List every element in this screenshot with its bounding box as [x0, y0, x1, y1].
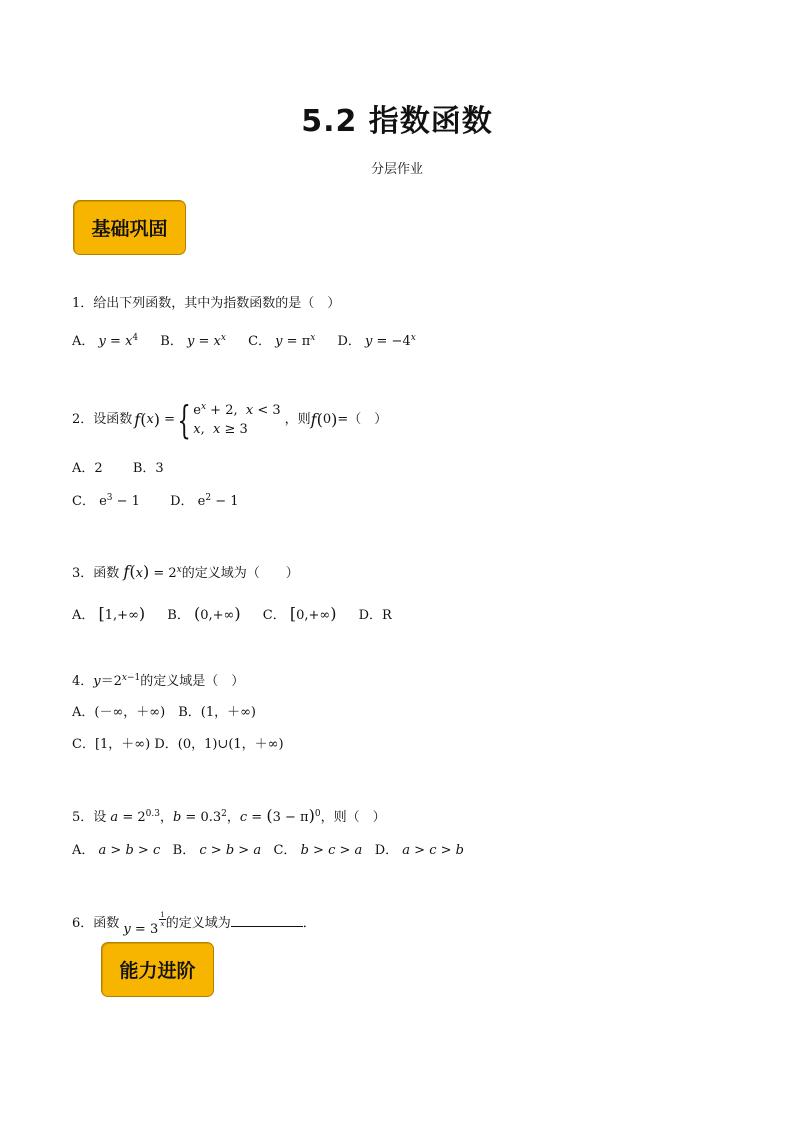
- q2-option-b: B．3: [132, 461, 164, 476]
- question-1-options: [72, 334, 416, 350]
- question-3-stem: 3．函数 $f(x) = 2^x$的定义域为（ ）: [72, 562, 299, 581]
- section-badge-basic: [73, 200, 186, 255]
- section-badge-advanced-label: 能力进阶: [119, 960, 196, 982]
- question-1-stem: 1．给出下列函数，其中为指数函数的是（ ）: [72, 296, 341, 311]
- question-4-options-row1: A．(－∞，＋∞) B．(1，＋∞): [72, 705, 256, 720]
- section-badge-advanced: [101, 942, 214, 997]
- page-title: 5.2 指数函数: [301, 104, 493, 139]
- question-6-stem: 6．函数 y = 3 $\frac{1}{x}$ 的定义域为 ．: [72, 911, 316, 937]
- section-badge-basic-label: 基础巩固: [91, 218, 168, 240]
- q1-option-c: C． $y = \pi^x$: [248, 333, 316, 349]
- q3-option-a: A． [1,+∞): [72, 604, 146, 623]
- q2-option-c: C． $e^3 - 1$: [72, 493, 140, 509]
- question-4-options-row2: C．[1，＋∞) D．(0，1)∪(1，＋∞): [72, 737, 284, 752]
- q5-option-d: D． a > c > b: [374, 843, 464, 858]
- question-3-options: [72, 604, 392, 624]
- q3-option-d: D．R: [358, 608, 392, 623]
- q2-option-a: A．2: [72, 461, 103, 476]
- q1-option-a: A． $y = x^4$: [72, 333, 139, 349]
- q5-option-c: C． b > c > a: [273, 843, 363, 858]
- question-4-stem: 4．$y=2^{x-1}$的定义域是（ ）: [72, 673, 245, 689]
- q5-option-a: A． a > b > c: [72, 843, 161, 858]
- page-subtitle: 分层作业: [370, 162, 423, 177]
- q3-option-c: C． [0,+∞): [262, 604, 337, 623]
- q2-option-d: D． $e^2 - 1$: [170, 493, 239, 509]
- q1-option-d: D． $y = -4^x$: [337, 333, 416, 349]
- q1-option-b: B． $y = x^x$: [160, 333, 226, 349]
- question-5-stem: 5．设 $a = 2^{0.3}$，$b = 0.3^2$，$c = (3 - \pi)^0$，则（ ）: [72, 806, 386, 825]
- question-2-options-row1: [72, 461, 164, 477]
- answer-blank[interactable]: [231, 914, 303, 927]
- question-5-options: [72, 843, 464, 859]
- question-2-stem: 2．设函数 f ( x ) = { $e^x + 2$, x < 3 x, x ≥ 3 ，则 f ( 0 ) =（ ）: [72, 398, 388, 442]
- question-2-options-row2: [72, 494, 239, 510]
- q3-option-b: B． (0,+∞): [167, 604, 241, 623]
- piecewise-function: { $e^x + 2$, x < 3 x, x ≥ 3: [177, 398, 281, 442]
- exponent-fraction: $\frac{1}{x}$: [160, 911, 165, 928]
- q5-option-b: B． c > b > a: [172, 843, 262, 858]
